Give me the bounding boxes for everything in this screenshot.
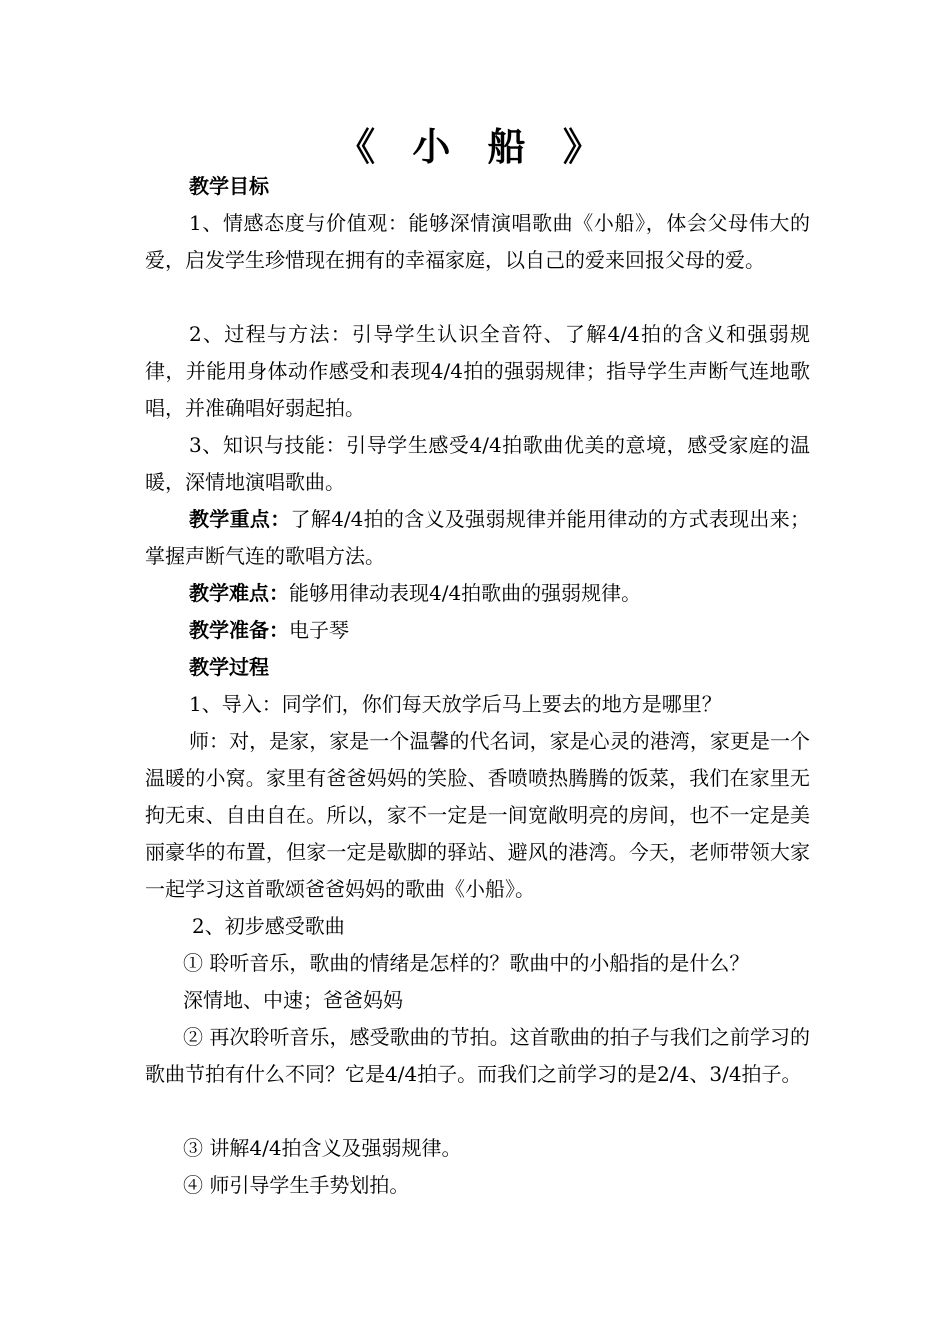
goal-2-paragraph: 2、过程与方法：引导学生认识全音符、了解4/4拍的含义和强弱规律，并能用身体动作感受和表现4/4拍的强弱规律；指导学生声断气连地歌唱，并准确唱好弱起拍。 — [145, 322, 810, 420]
item-1-answer: 深情地、中速；爸爸妈妈 — [183, 988, 403, 1012]
item-2-paragraph: ② 再次聆听音乐，感受歌曲的节拍。这首歌曲的拍子与我们之前学习的歌曲节拍有什么不同？它是4/4拍子。而我们之前学习的是2/4、3/4拍子。 — [145, 1025, 810, 1086]
key-points-paragraph — [145, 501, 810, 575]
preparation-text: 电子琴 — [289, 618, 349, 642]
key-points-text: 了解4/4拍的含义及强弱规律并能用律动的方式表现出来；掌握声断气连的歌唱方法。 — [145, 507, 811, 568]
step-2-heading: 2、初步感受歌曲 — [192, 914, 345, 938]
step-1-intro: 1、导入：同学们，你们每天放学后马上要去的地方是哪里？ — [189, 692, 722, 716]
preparation-paragraph — [189, 612, 810, 649]
difficulty-text: 能够用律动表现4/4拍歌曲的强弱规律。 — [289, 581, 642, 605]
key-points-label: 教学重点： — [189, 507, 291, 531]
difficulty-label: 教学难点： — [189, 581, 289, 605]
goal-3-paragraph: 3、知识与技能：引导学生感受4/4拍歌曲优美的意境，感受家庭的温暖，深情地演唱歌曲。 — [145, 433, 810, 494]
item-4-line: ④ 师引导学生手势划拍。 — [183, 1173, 410, 1197]
item-1-question: ① 聆听音乐，歌曲的情绪是怎样的？歌曲中的小船指的是什么？ — [183, 951, 750, 975]
document-title: 《 小 船 》 — [337, 124, 613, 169]
process-heading: 教学过程 — [189, 655, 269, 679]
item-3-line: ③ 讲解4/4拍含义及强弱规律。 — [183, 1136, 462, 1160]
preparation-label: 教学准备： — [189, 618, 289, 642]
difficulty-paragraph — [189, 575, 810, 612]
teacher-paragraph: 师：对，是家，家是一个温馨的代名词，家是心灵的港湾，家更是一个温暖的小窝。家里有爸爸妈妈的笑脸、香喷喷热腾腾的饭菜，我们在家里无拘无束、自由自在。所以，家不一定是一间宽敞明亮的房间，也不一定是美丽豪华的布置，但家一定是歇脚的驿站、避风的港湾。今天，老师带领大家一起学习这首歌颂爸爸妈妈的歌曲《小船》。 — [145, 729, 810, 901]
goals-heading: 教学目标 — [189, 174, 269, 198]
goal-1-paragraph: 1、情感态度与价值观：能够深情演唱歌曲《小船》，体会父母伟大的爱，启发学生珍惜现在拥有的幸福家庭，以自己的爱来回报父母的爱。 — [145, 211, 810, 272]
